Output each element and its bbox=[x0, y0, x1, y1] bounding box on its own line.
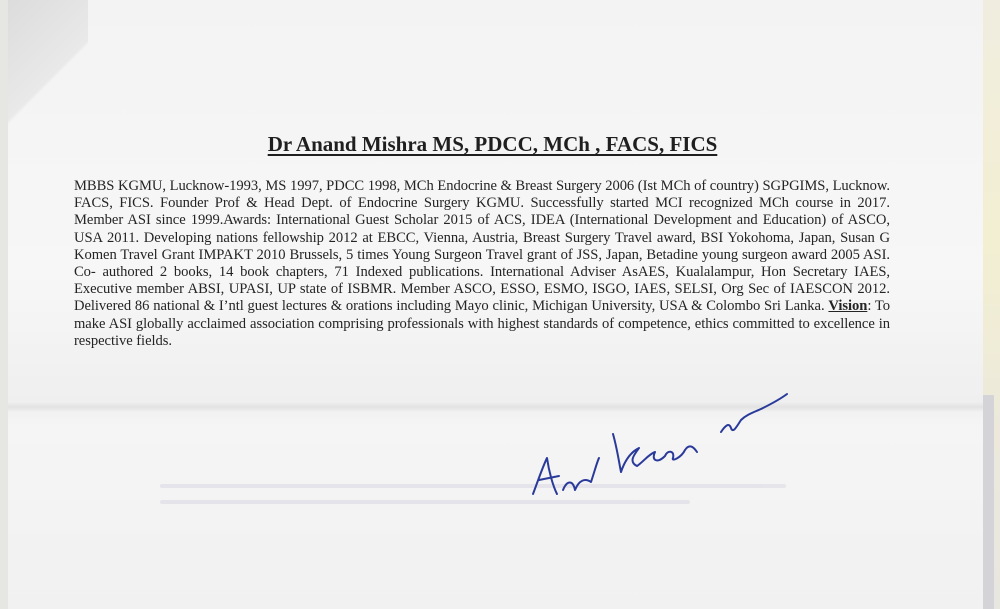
signature-stroke-kumar bbox=[613, 434, 697, 472]
paper-fold-crease bbox=[8, 402, 983, 412]
signature-stroke-a bbox=[533, 458, 557, 494]
signature-stroke-tail bbox=[721, 394, 787, 432]
vision-label: Vision bbox=[828, 298, 868, 315]
scanner-edge-strip bbox=[983, 395, 994, 609]
vision-text: : To make ASI globally acclaimed association comprising professionals with highest standards of competence, ethics committed to excellence in respective fields. bbox=[74, 298, 890, 349]
signature-ink bbox=[533, 394, 787, 494]
signature-stroke-nd bbox=[563, 458, 599, 490]
handwritten-signature bbox=[525, 382, 795, 502]
signature-stroke-a-bar bbox=[539, 476, 559, 480]
biography-text: MBBS KGMU, Lucknow-1993, MS 1997, PDCC 1998, MCh Endocrine & Breast Surgery 2006 (Ist MCh of country) SGPGIMS, Lucknow. FACS, FICS. Founder Prof & Head Dept. of Endocrine Surgery KGMU. Successfully started MCI recognized MCh course in 2017. Member ASI since 1999.Awards: International Guest Scholar 2015 of ACS, IDEA (International Development and Education) of ASCO, USA 2011. Developing nations fellowship 2012 at EBCC, Vienna, Austria, Breast Surgery Travel award, BSI Yokohoma, Japan, Susan G Komen Travel Grant IMPAKT 2010 Brussels, 5 times Young Surgeon Travel grant of JSS, Japan, Betadine young surgeon award 2005 ASI. Co- authored 2 books, 14 book chapters, 71 Indexed publications. International Adviser AsAES, Kualalampur, Hon Secretary IAES, Executive member ABSI, UPASI, UP state of ISBMR. Member ASCO, ESSO, ESMO, ISGO, IAES, SELSI, Org Sec of IAESCON 2012. Delivered 86 national & I’ntl guest lectures & orations including Mayo clinic, Michigan University, USA & Colombo Sri Lanka. bbox=[74, 178, 890, 315]
biography-paragraph bbox=[74, 178, 890, 350]
document-title: Dr Anand Mishra MS, PDCC, MCh , FACS, FICS bbox=[267, 132, 718, 156]
